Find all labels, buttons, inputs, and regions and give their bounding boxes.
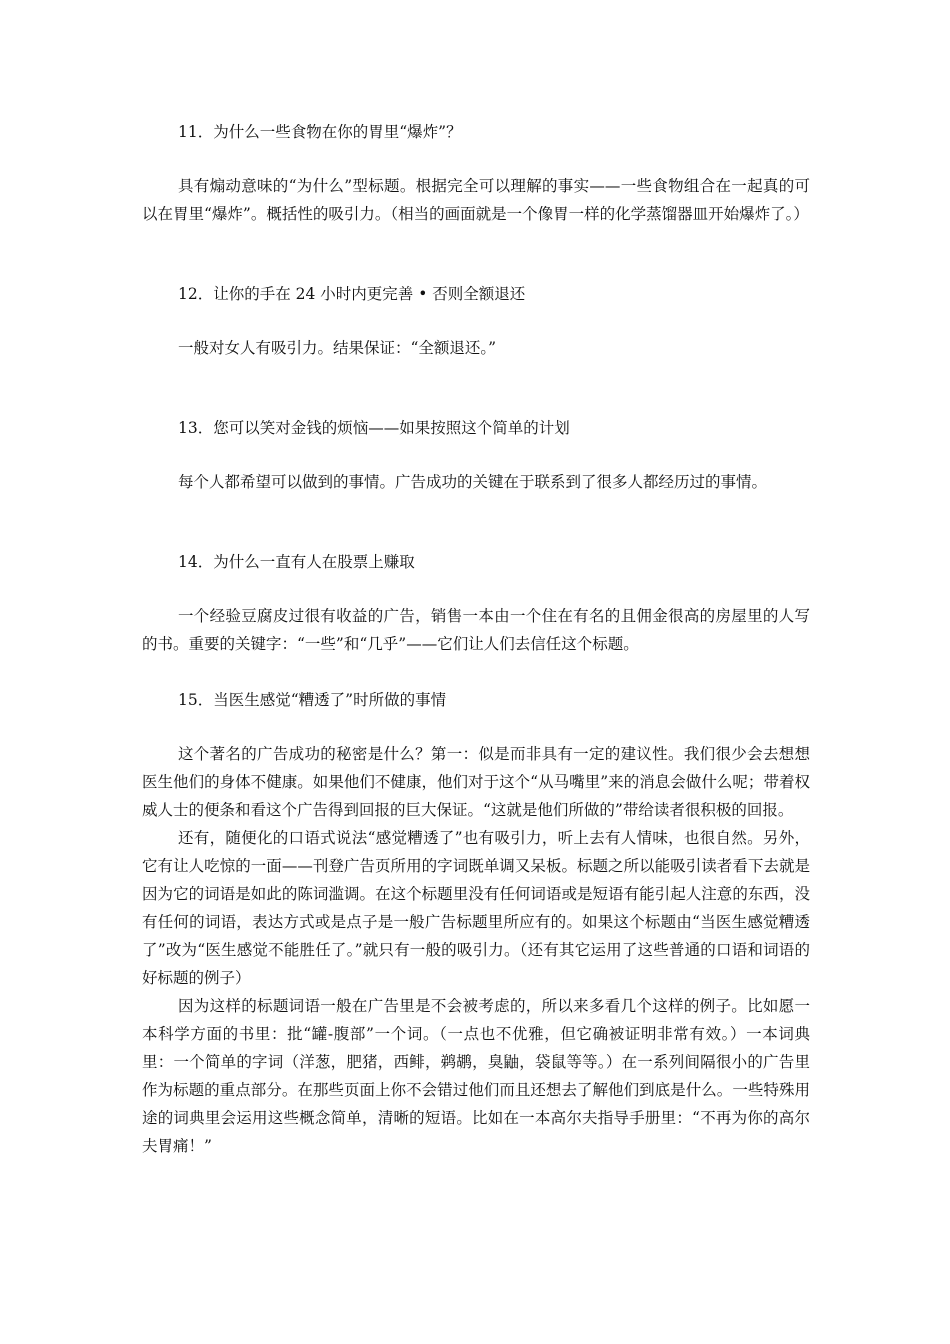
section-14-heading: 14．为什么一直有人在股票上赚取 [178,553,415,571]
spacer [142,442,810,468]
spacer [142,146,810,172]
section-15-heading: 15．当医生感觉“糟透了”时所做的事情 [178,691,447,709]
section-15-body-1: 这个著名的广告成功的秘密是什么？第一：似是而非具有一定的建议性。我们很少会去想想医生他们的身体不健康。如果他们不健康，他们对于这个“从马嘴里”来的消息会做什么呢；带着权威人士的便条和看这个广告得到回报的巨大保证。“这就是他们所做的”带给读者很积极的回报。 [142,745,810,819]
spacer [142,496,810,548]
document-page [142,118,810,1160]
section-11-body: 具有煽动意味的“为什么”型标题。根据完全可以理解的事实——一些食物组合在一起真的可以在胃里“爆炸”。概括性的吸引力。（相当的画面就是一个像胃一样的化学蒸馏器皿开始爆炸了。） [142,177,810,223]
section-13-heading: 13．您可以笑对金钱的烦恼——如果按照这个简单的计划 [178,419,570,437]
spacer [142,658,810,686]
section-14-body: 一个经验豆腐皮过很有收益的广告，销售一本由一个住在有名的且佣金很高的房屋里的人写的书。重要的关键字：“一些”和“几乎”——它们让人们去信任这个标题。 [142,607,810,653]
section-13-body: 每个人都希望可以做到的事情。广告成功的关键在于联系到了很多人都经历过的事情。 [178,473,768,491]
spacer [142,228,810,280]
section-11-heading: 11．为什么一些食物在你的胃里“爆炸”？ [178,123,462,141]
section-15-body-3: 因为这样的标题词语一般在广告里是不会被考虑的，所以来多看几个这样的例子。比如愿一本科学方面的书里：批“罐-腹部”一个词。（一点也不优雅，但它确被证明非常有效。）一本词典里：一个简单的字词（洋葱，肥猪，西鲱，鹈鹕，臭鼬，袋鼠等等。）在一系列间隔很小的广告里作为标题的重点部分。在那些页面上你不会错过他们而且还想去了解他们到底是什么。一些特殊用途的词典里会运用这些概念简单，清晰的短语。比如在一本高尔夫指导手册里：“不再为你的高尔夫胃痛！” [142,997,810,1155]
spacer [142,576,810,602]
spacer [142,308,810,334]
section-12-body: 一般对女人有吸引力。结果保证：“全额退还。” [178,339,497,357]
section-15-body-2: 还有，随便化的口语式说法“感觉糟透了”也有吸引力，听上去有人情味，也很自然。另外，它有让人吃惊的一面——刊登广告页所用的字词既单调又呆板。标题之所以能吸引读者看下去就是因为它的词语是如此的陈词滥调。在这个标题里没有任何词语或是短语有能引起人注意的东西，没有任何的词语，表达方式或是点子是一般广告标题里所应有的。如果这个标题由“当医生感觉糟透了”改为“医生感觉不能胜任了。”就只有一般的吸引力。（还有其它运用了这些普通的口语和词语的好标题的例子） [142,829,810,987]
spacer [142,714,810,740]
spacer [142,362,810,414]
section-12-heading: 12．让你的手在 24 小时内更完善 • 否则全额退还 [178,285,526,303]
